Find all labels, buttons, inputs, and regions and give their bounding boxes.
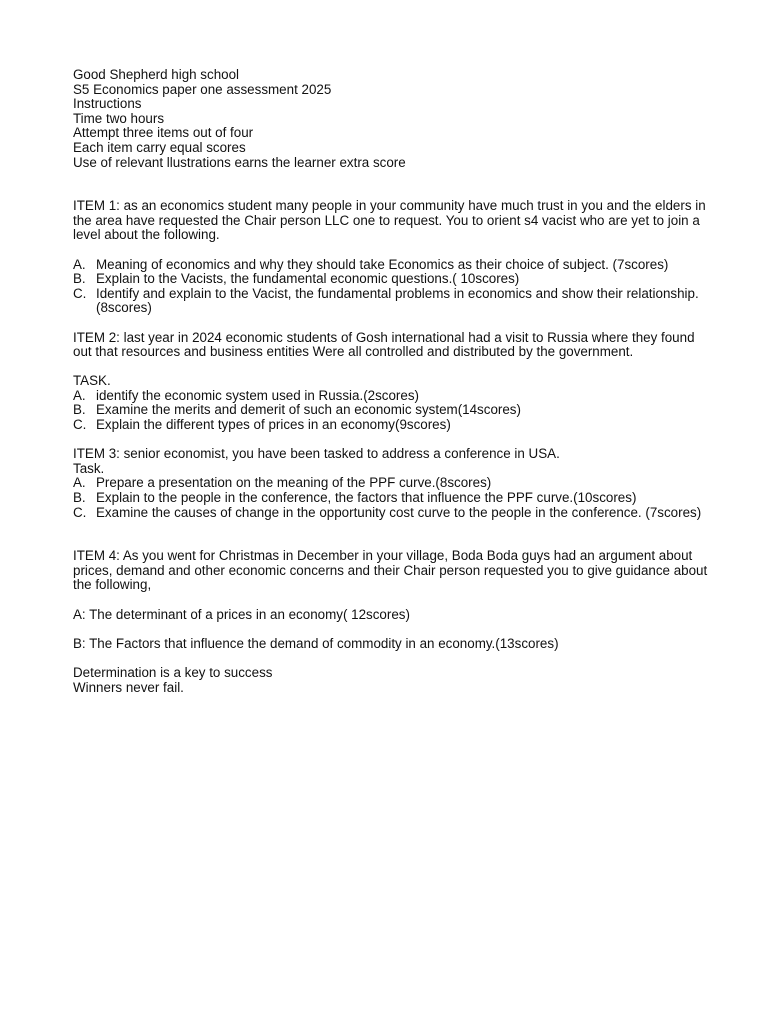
question-text: Identify and explain to the Vacist, the fundamental problems in economics and show their relationship.(8scores) xyxy=(96,285,699,316)
list-item xyxy=(73,389,713,404)
exam-header xyxy=(73,68,713,170)
instructions-title: Instructions xyxy=(73,96,142,112)
school-name: Good Shepherd high school xyxy=(73,67,240,82)
item-2-task-label: TASK. xyxy=(73,373,111,389)
item-4 xyxy=(73,549,713,651)
item-3-questions xyxy=(73,476,713,520)
closing-line-2: Winners never fail. xyxy=(73,679,184,695)
item-2-questions xyxy=(73,389,713,433)
list-marker: B. xyxy=(73,490,86,506)
question-text: Explain to the people in the conference, the factors that influence the PPF curve.(10scores) xyxy=(96,490,637,506)
item-4-question-a: A: The determinant of a prices in an economy( 12scores) xyxy=(73,606,410,622)
list-item xyxy=(73,287,713,316)
closing-line-1: Determination is a key to success xyxy=(73,664,273,680)
item-2-intro: ITEM 2: last year in 2024 economic students of Gosh international had a visit to Russia where they found out that resources and business entities Were all controlled and distributed by the government. xyxy=(73,329,695,360)
list-item xyxy=(73,272,713,287)
list-marker: B. xyxy=(73,402,86,418)
item-3 xyxy=(73,447,713,520)
instruction-attempt: Attempt three items out of four xyxy=(73,125,254,141)
list-item xyxy=(73,403,713,418)
instruction-illustrations: Use of relevant llustrations earns the learner extra score xyxy=(73,154,406,170)
item-3-task-label: Task. xyxy=(73,460,105,476)
instruction-equal-scores: Each item carry equal scores xyxy=(73,139,246,155)
instruction-time: Time two hours xyxy=(73,110,165,126)
list-marker: C. xyxy=(73,417,87,433)
question-text: Meaning of economics and why they should take Economics as their choice of subject. (7scores) xyxy=(96,256,669,272)
item-1-intro: ITEM 1: as an economics student many people in your community have much trust in you and the elders in the area have requested the Chair person LLC one to request. You to orient s4 vacist who are yet to join a level about the following. xyxy=(73,198,706,243)
list-marker: A. xyxy=(73,256,86,272)
item-4-intro: ITEM 4: As you went for Christmas in December in your village, Boda Boda guys had an argument about prices, demand and other economic concerns and their Chair person requested you to give guidance about the following, xyxy=(73,548,708,593)
item-4-question-b: B: The Factors that influence the demand of commodity in an economy.(13scores) xyxy=(73,635,559,651)
list-item xyxy=(73,418,713,433)
item-3-intro: ITEM 3: senior economist, you have been tasked to address a conference in USA. xyxy=(73,446,560,462)
question-text: Examine the merits and demerit of such an economic system(14scores) xyxy=(96,402,521,418)
item-1 xyxy=(73,199,713,316)
list-marker: A. xyxy=(73,475,86,491)
item-2 xyxy=(73,331,713,433)
question-text: Explain to the Vacists, the fundamental economic questions.( 10scores) xyxy=(96,271,520,287)
list-item xyxy=(73,506,713,521)
question-text: Prepare a presentation on the meaning of the PPF curve.(8scores) xyxy=(96,475,492,491)
question-text: identify the economic system used in Russia.(2scores) xyxy=(96,387,419,403)
list-item xyxy=(73,258,713,273)
item-1-questions xyxy=(73,258,713,316)
list-marker: C. xyxy=(73,285,87,301)
paper-title: S5 Economics paper one assessment 2025 xyxy=(73,81,332,97)
list-item xyxy=(73,491,713,506)
question-text: Examine the causes of change in the opportunity cost curve to the people in the conference. (7scores) xyxy=(96,504,702,520)
exam-paper xyxy=(73,68,713,695)
list-item xyxy=(73,476,713,491)
closing-remarks xyxy=(73,666,713,695)
list-marker: B. xyxy=(73,271,86,287)
list-marker: A. xyxy=(73,387,86,403)
question-text: Explain the different types of prices in an economy(9scores) xyxy=(96,417,451,433)
list-marker: C. xyxy=(73,504,87,520)
